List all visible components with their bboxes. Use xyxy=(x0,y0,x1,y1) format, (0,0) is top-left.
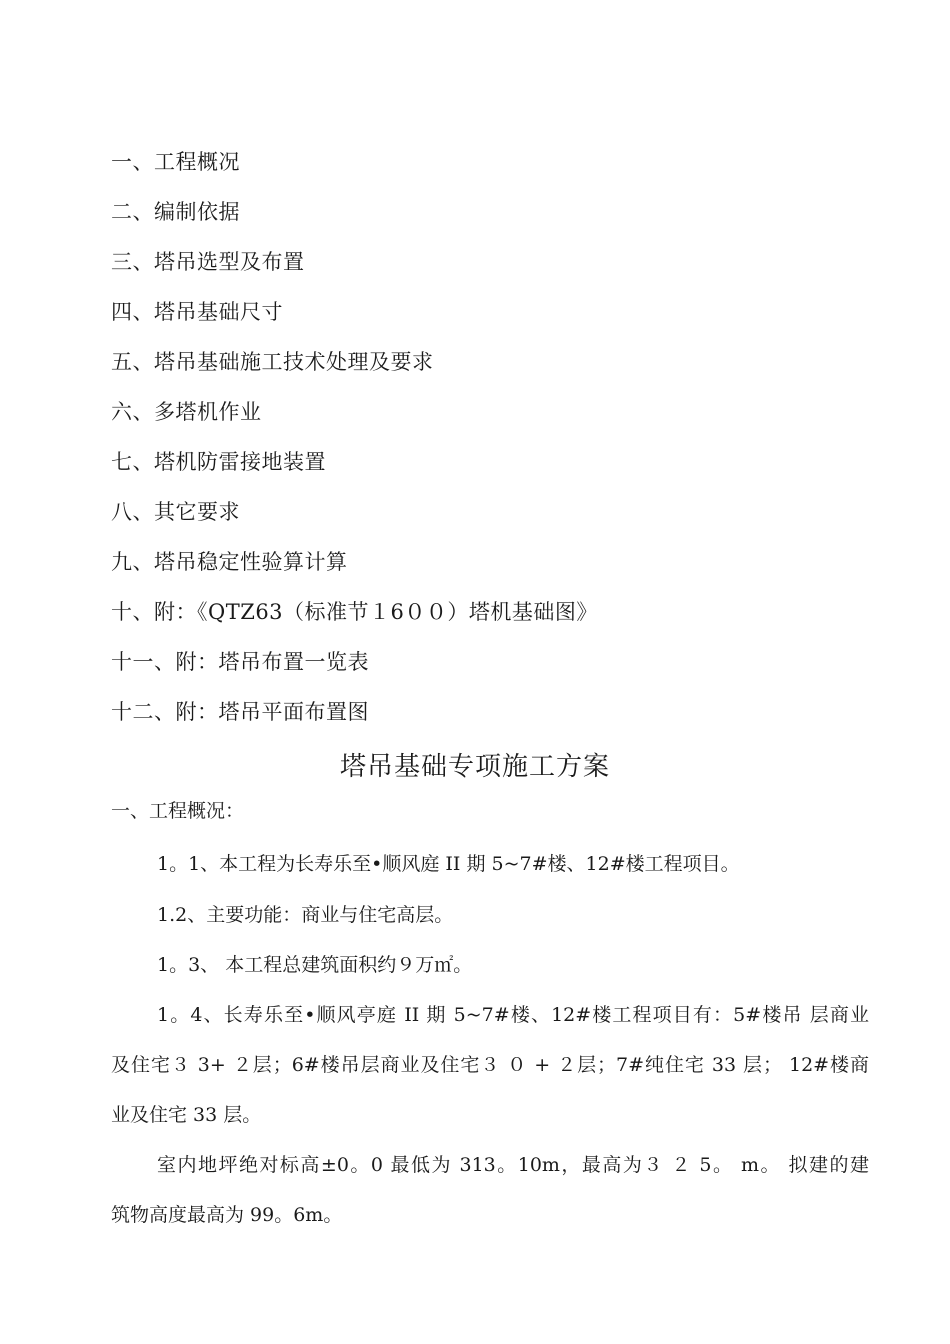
toc-item: 五、塔吊基础施工技术处理及要求 xyxy=(111,350,434,374)
toc-item: 一、工程概况 xyxy=(111,150,240,174)
toc-item: 二、编制依据 xyxy=(111,200,240,224)
toc-item: 三、塔吊选型及布置 xyxy=(111,250,305,274)
paragraph-line: 室内地坪绝对标高±0。0 最低为 313。10m，最高为３ ２ 5。 m。 拟建的建 xyxy=(157,1154,869,1176)
toc-item: 十一、附：塔吊布置一览表 xyxy=(111,650,369,674)
paragraph: 1.2、主要功能：商业与住宅高层。 xyxy=(157,904,454,926)
paragraph-line: 筑物高度最高为 99。6m。 xyxy=(111,1204,343,1226)
paragraph-line: 1。4、长寿乐至•顺风亭庭 II 期 5~7#楼、12#楼工程项目有：5#楼吊 层商业 xyxy=(157,1004,869,1026)
paragraph-line: 业及住宅 33 层。 xyxy=(111,1104,262,1126)
toc-item: 六、多塔机作业 xyxy=(111,400,262,424)
toc-item: 九、塔吊稳定性验算计算 xyxy=(111,550,348,574)
section-heading: 一、工程概况： xyxy=(111,800,245,822)
toc-item: 十二、附：塔吊平面布置图 xyxy=(111,700,369,724)
paragraph: 1。3、 本工程总建筑面积约９万㎡。 xyxy=(157,954,473,976)
toc-item: 四、塔吊基础尺寸 xyxy=(111,300,283,324)
toc-item: 八、其它要求 xyxy=(111,500,240,524)
document-title: 塔吊基础专项施工方案 xyxy=(339,752,610,782)
toc-item: 十、附：《QTZ63（标准节１6００）塔机基础图》 xyxy=(111,600,598,624)
toc-item: 七、塔机防雷接地装置 xyxy=(111,450,326,474)
paragraph-line: 及住宅３ 3+ ２层；6#楼吊层商业及住宅３ ０ + ２层；7#纯住宅 33 层； 12#楼商 xyxy=(111,1054,869,1076)
paragraph: 1。1、本工程为长寿乐至•顺风庭 II 期 5~7#楼、12#楼工程项目。 xyxy=(157,853,740,875)
